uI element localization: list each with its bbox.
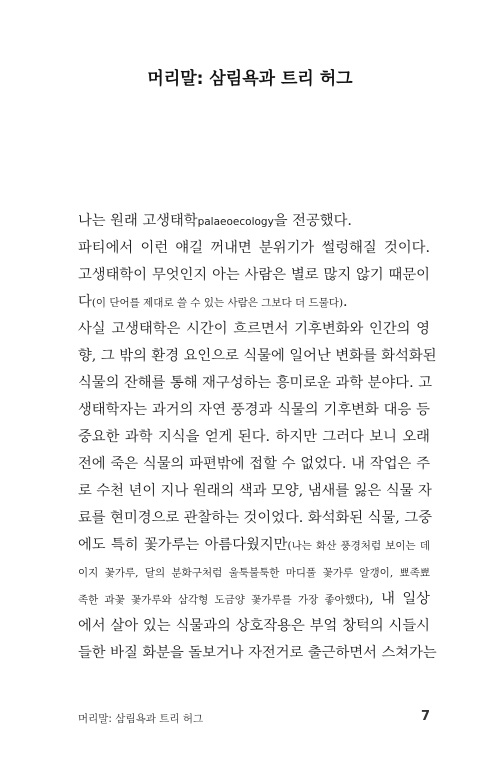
running-title: 머리말: 삼림욕과 트리 허그 bbox=[78, 713, 204, 725]
body-text bbox=[78, 208, 437, 667]
text-run: 로 수천 년이 지나 원래의 색과 모양, 냄새를 잃은 식물 자 bbox=[78, 483, 432, 499]
paragraph-line bbox=[78, 262, 430, 289]
paragraph-line bbox=[78, 451, 430, 478]
paragraph-line bbox=[78, 370, 433, 397]
parenthetical-note: (이 단어를 제대로 쓸 수 있는 사람은 그보다 더 드물다) bbox=[91, 297, 344, 309]
paragraph-line bbox=[78, 613, 430, 640]
page-footer bbox=[78, 711, 430, 726]
latin-term: palaeoecology bbox=[197, 216, 274, 228]
paragraph-line bbox=[78, 397, 430, 424]
text-run: 사실 고생태학은 시간이 흐르면서 기후변화와 인간의 영 bbox=[78, 321, 430, 337]
text-run: 에도 특히 꽃가루는 아름다웠지만 bbox=[78, 537, 288, 553]
paragraph-line bbox=[78, 640, 437, 667]
chapter-title: 머리말: 삼림욕과 트리 허그 bbox=[147, 69, 353, 89]
text-run: 들한 바질 화분을 돌보거나 자전거로 출근하면서 스쳐가는 bbox=[78, 645, 437, 661]
text-run: 나는 원래 고생태학 bbox=[78, 213, 198, 229]
paragraph-line bbox=[78, 586, 430, 613]
paragraph-line bbox=[78, 235, 430, 262]
text-run: 고생태학이 무엇인지 아는 사람은 별로 많지 않기 때문이 bbox=[78, 267, 430, 283]
paragraph-line bbox=[78, 289, 430, 316]
text-run: 파티에서 이런 얘길 꺼내면 분위기가 썰렁해질 것이다. bbox=[78, 240, 430, 256]
paragraph-line bbox=[78, 316, 430, 343]
text-run: . bbox=[343, 294, 348, 310]
text-run: 식물의 잔해를 통해 재구성하는 흥미로운 과학 분야다. 고 bbox=[78, 375, 433, 391]
text-run: 생태학자는 과거의 자연 풍경과 식물의 기후변화 대응 등 bbox=[78, 402, 430, 418]
parenthetical-note: (나는 화산 풍경처럼 보이는 데 bbox=[287, 540, 431, 552]
text-run: 에서 살아 있는 식물과의 상호작용은 부엌 창턱의 시들시 bbox=[78, 618, 430, 634]
paragraph-line bbox=[78, 559, 430, 586]
text-run: 중요한 과학 지식을 얻게 된다. 하지만 그러다 보니 오래 bbox=[78, 429, 430, 445]
page-number: 7 bbox=[420, 709, 430, 724]
text-run: 향, 그 밖의 환경 요인으로 식물에 일어난 변화를 화석화된 bbox=[78, 348, 437, 364]
paragraph-line bbox=[78, 424, 430, 451]
text-run: , 내 일상 bbox=[369, 591, 430, 607]
text-run: 을 전공했다. bbox=[273, 213, 352, 229]
text-run: 료를 현미경으로 관찰하는 것이었다. 화석화된 식물, 그중 bbox=[78, 510, 433, 526]
parenthetical-note: 족한 과꽃 꽃가루와 삼각형 도금양 꽃가루를 가장 좋아했다) bbox=[78, 594, 370, 606]
parenthetical-note: 이지 꽃가루, 달의 분화구처럼 울툭불툭한 마디풀 꽃가루 알갱이, 뾰족뾰 bbox=[78, 567, 430, 579]
text-run: 다 bbox=[78, 294, 92, 310]
paragraph-line bbox=[78, 343, 437, 370]
paragraph-line bbox=[78, 532, 430, 559]
text-run: 전에 죽은 식물의 파편밖에 접할 수 없었다. 내 작업은 주 bbox=[78, 456, 430, 472]
paragraph-line bbox=[78, 505, 433, 532]
paragraph-1-line bbox=[78, 208, 430, 235]
paragraph-line bbox=[78, 478, 430, 505]
